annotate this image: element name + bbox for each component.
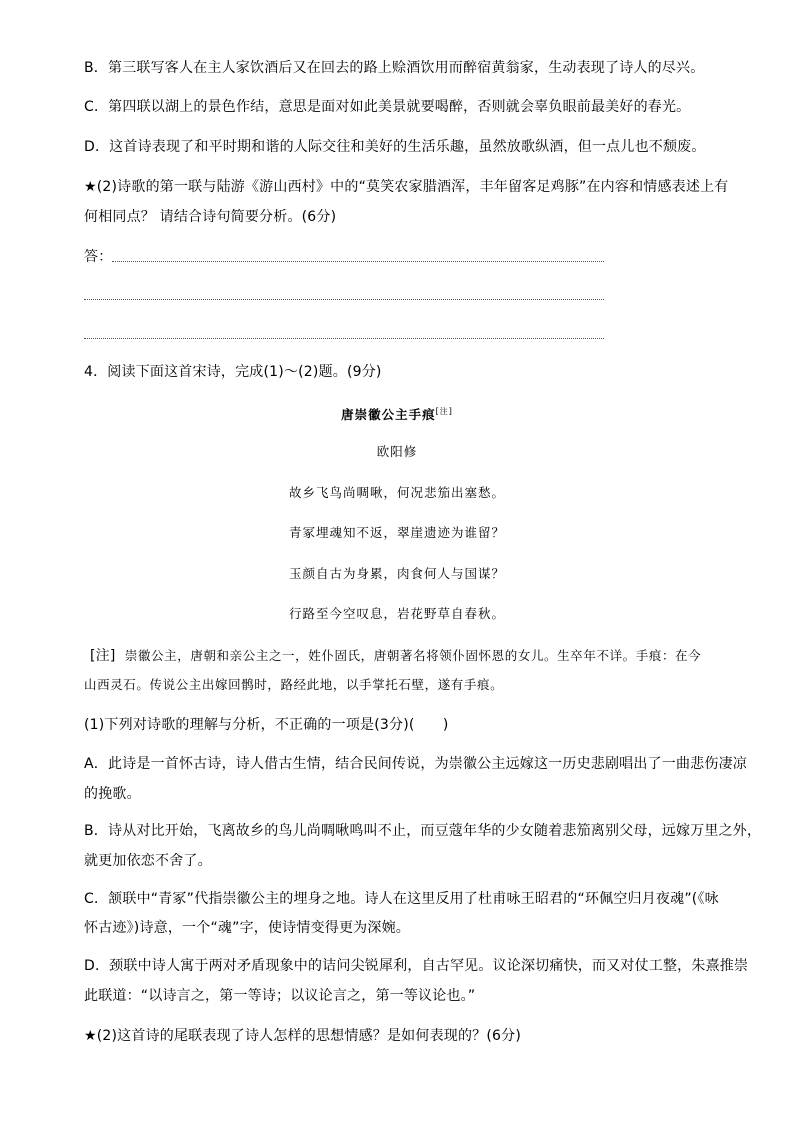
poem-line-3: 玉颜自古为身累，肉食何人与国谋？ bbox=[288, 566, 505, 581]
q4-sub2: ★(2)这首诗的尾联表现了诗人怎样的思想情感？是如何表现的？(6分) bbox=[84, 1028, 522, 1044]
q3-option-c: C．第四联以湖上的景色作结，意思是面对如此美景就要喝醉，否则就会辜负眼前最美好的春光。 bbox=[84, 99, 691, 115]
note-label: [注] bbox=[90, 648, 116, 664]
q4-option-b-line2: 就更加依恋不舍了。 bbox=[84, 853, 212, 869]
q4-option-a-line2: 的挽歌。 bbox=[84, 786, 141, 802]
poem-title-note-mark: [注] bbox=[435, 407, 453, 416]
poem-line-4: 行路至今空叹息，岩花野草自春秋。 bbox=[288, 606, 505, 621]
q4-option-d-line1: D．颈联中诗人寓于两对矛盾现象中的诘问尖锐犀利，自古罕见。议论深切痛快，而又对仗工整，朱熹推崇 bbox=[84, 958, 749, 974]
q3-option-b: B．第三联写客人在主人家饮酒后又在回去的路上赊酒饮用而醉宿黄翁家，生动表现了诗人的尽兴。 bbox=[84, 60, 705, 76]
q4-option-c-line1: C．颔联中“青冢”代指崇徽公主的埋身之地。诗人在这里反用了杜甫咏王昭君的“环佩空归月夜魂”(《咏 bbox=[84, 891, 719, 907]
q3-sub2-line2: 何相同点？ 请结合诗句简要分析。(6分) bbox=[84, 209, 337, 225]
answer-line-2[interactable] bbox=[84, 299, 604, 300]
q4-option-b-line1: B．诗从对比开始，飞离故乡的鸟儿尚啁啾鸣叫不止，而豆蔻年华的少女随着悲笳离别父母，远嫁万里之外， bbox=[84, 823, 762, 839]
poem-author: 欧阳修 bbox=[376, 444, 418, 459]
q4-sub1-stem: (1)下列对诗歌的理解与分析，不正确的一项是(3分)( ) bbox=[84, 717, 449, 733]
poem-note-line2: 山西灵石。传说公主出嫁回鹘时，路经此地，以手掌托石壁，遂有手痕。 bbox=[84, 677, 504, 692]
answer-line-3[interactable] bbox=[84, 338, 604, 339]
q4-intro: 4．阅读下面这首宋诗，完成(1)～(2)题。(9分) bbox=[84, 364, 382, 380]
poem-title-text: 唐崇徽公主手痕 bbox=[341, 407, 436, 423]
poem-line-1: 故乡飞鸟尚啁啾，何况悲笳出塞愁。 bbox=[288, 485, 505, 500]
q3-option-d: D．这首诗表现了和平时期和谐的人际交往和美好的生活乐趣，虽然放歌纵酒，但一点儿也不颓废。 bbox=[84, 139, 706, 155]
q4-option-c-line2: 怀古迹》)诗意，一个“魂”字，使诗情变得更为深婉。 bbox=[84, 920, 410, 936]
answer-line-1[interactable] bbox=[112, 261, 604, 262]
q4-option-d-line2: 此联道：“以诗言之，第一等诗；以议论言之，第一等议论也。” bbox=[84, 988, 476, 1004]
q3-sub2-line1: ★(2)诗歌的第一联与陆游《游山西村》中的“莫笑农家腊酒浑，丰年留客足鸡豚”在内容和情感表述上有 bbox=[84, 179, 729, 195]
answer-label: 答： bbox=[84, 249, 113, 265]
note-text-1: 崇徽公主，唐朝和亲公主之一，姓仆固氏，唐朝著名将领仆固怀恩的女儿。生卒年不详。手痕：在今 bbox=[124, 648, 702, 663]
poem-note-line1 bbox=[90, 647, 701, 665]
q4-option-a-line1: A．此诗是一首怀古诗，诗人借古生情，结合民间传说，为崇徽公主远嫁这一历史悲剧唱出了一曲悲伤凄凉 bbox=[84, 756, 747, 772]
poem-title bbox=[0, 404, 794, 423]
poem-line-2: 青冢埋魂知不返，翠崖遗迹为谁留？ bbox=[288, 525, 505, 540]
